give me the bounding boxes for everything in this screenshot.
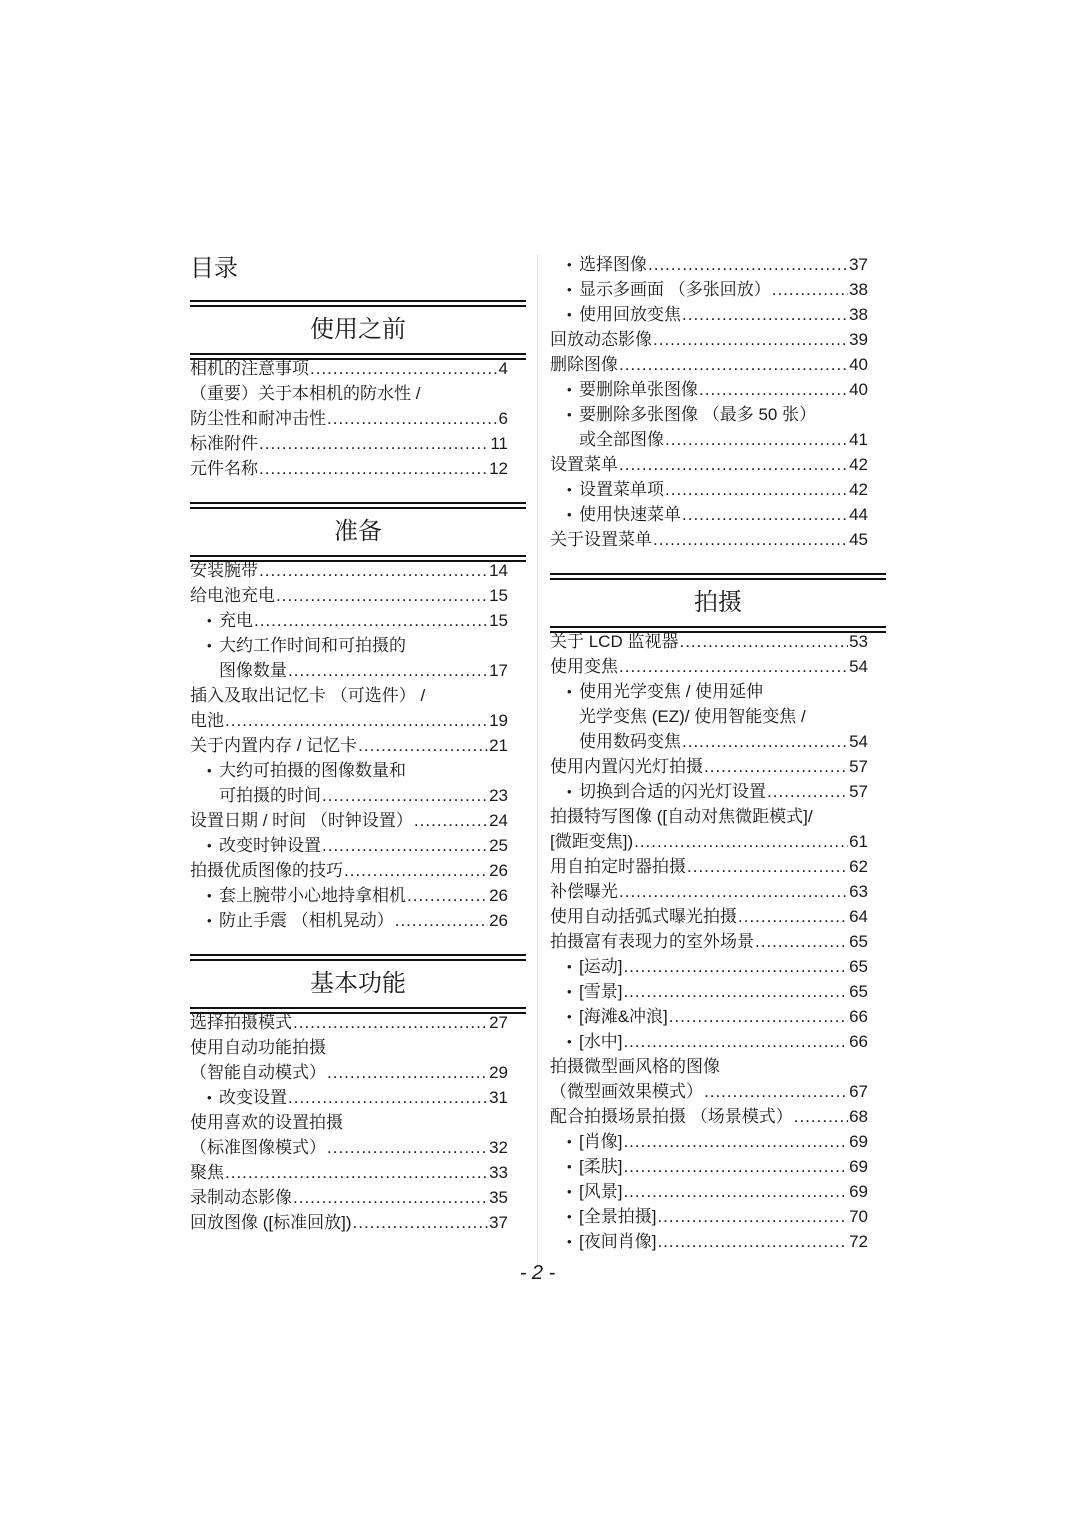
toc-entry-label: 显示多画面 （多张回放） xyxy=(579,280,771,299)
toc-page-number: 66 xyxy=(849,1007,868,1026)
toc-entry[interactable] xyxy=(550,629,868,654)
toc-entry-label: 使用回放变焦 xyxy=(579,305,681,324)
dot-leader xyxy=(259,431,489,456)
toc-page-number: 68 xyxy=(849,1107,868,1126)
toc-page-number: 41 xyxy=(849,430,868,449)
document-title: 目录 xyxy=(190,255,238,282)
dot-leader xyxy=(623,979,848,1004)
toc-entry[interactable] xyxy=(550,1179,868,1204)
toc-entry-label: 使用数码变焦 xyxy=(579,732,681,751)
section-rule xyxy=(550,573,886,580)
dot-leader xyxy=(288,658,488,683)
toc-entry[interactable] xyxy=(550,1029,868,1054)
dot-leader xyxy=(682,302,848,327)
toc-entry[interactable] xyxy=(550,502,868,527)
toc-entry[interactable] xyxy=(190,583,508,608)
toc-entry[interactable] xyxy=(550,527,868,552)
toc-page-number: 69 xyxy=(849,1157,868,1176)
toc-entry-label: 用自拍定时器拍摄 xyxy=(550,857,686,876)
toc-entry[interactable] xyxy=(550,1004,868,1029)
toc-entry[interactable] xyxy=(550,779,868,804)
dot-leader xyxy=(669,1004,848,1029)
dot-leader xyxy=(293,1185,488,1210)
dot-leader xyxy=(254,608,488,633)
toc-entry-label: 使用快速菜单 xyxy=(579,505,681,524)
bullet-icon: • xyxy=(207,613,212,628)
toc-page-number: 69 xyxy=(849,1182,868,1201)
toc-entry[interactable] xyxy=(550,327,868,352)
toc-page-number: 57 xyxy=(849,782,868,801)
toc-entry-label: [水中] xyxy=(579,1032,623,1051)
bullet-icon: • xyxy=(567,1009,572,1024)
toc-page-number: 54 xyxy=(849,732,868,751)
toc-page-number: 27 xyxy=(489,1013,508,1032)
dot-leader xyxy=(653,327,848,352)
toc-entry xyxy=(190,1110,508,1135)
toc-entry[interactable] xyxy=(550,929,868,954)
toc-page-number: 29 xyxy=(489,1063,508,1082)
column-divider xyxy=(537,255,538,1265)
toc-entry[interactable] xyxy=(550,1204,868,1229)
toc-entry-label: 使用喜欢的设置拍摄 xyxy=(190,1113,343,1132)
dot-leader xyxy=(699,377,848,402)
toc-entry-label: 防止手震 （相机晃动） xyxy=(219,911,394,930)
toc-entry[interactable] xyxy=(190,558,508,583)
toc-page-number: 6 xyxy=(498,409,508,428)
toc-entry[interactable] xyxy=(190,783,508,808)
toc-entry[interactable] xyxy=(190,1010,508,1035)
toc-page-number: 62 xyxy=(849,857,868,876)
toc-entry-label: 改变设置 xyxy=(219,1088,287,1107)
toc-page-number: 54 xyxy=(849,657,868,676)
bullet-icon: • xyxy=(567,784,572,799)
toc-entry xyxy=(550,704,868,729)
toc-entry-label: 元件名称 xyxy=(190,459,258,478)
toc-entry[interactable] xyxy=(190,406,508,431)
bullet-icon: • xyxy=(567,282,572,297)
toc-entry xyxy=(190,683,508,708)
dot-leader xyxy=(288,1085,488,1110)
toc-page-number: 4 xyxy=(498,359,508,378)
toc-entry[interactable] xyxy=(550,427,868,452)
toc-entry-label: 配合拍摄场景拍摄 （场景模式） xyxy=(550,1107,793,1126)
toc-entry[interactable] xyxy=(550,452,868,477)
toc-page-number: 40 xyxy=(849,355,868,374)
toc-page-number: 33 xyxy=(489,1163,508,1182)
toc-entry[interactable] xyxy=(550,754,868,779)
dot-leader xyxy=(772,277,848,302)
toc-entry-label: 回放动态影像 xyxy=(550,330,652,349)
dot-leader xyxy=(358,733,488,758)
toc-entry-label: 或全部图像 xyxy=(579,430,664,449)
toc-page-number: 39 xyxy=(849,330,868,349)
toc-entry[interactable] xyxy=(190,356,508,381)
toc-entry[interactable] xyxy=(550,854,868,879)
dot-leader xyxy=(259,456,488,481)
toc-entries xyxy=(190,558,508,933)
page-number: - 2 - xyxy=(519,1262,556,1284)
toc-page-number: 66 xyxy=(849,1032,868,1051)
bullet-icon: • xyxy=(567,1159,572,1174)
toc-entry[interactable] xyxy=(190,858,508,883)
toc-entry-label: 选择图像 xyxy=(579,255,647,274)
dot-leader xyxy=(623,954,848,979)
toc-page-number: 65 xyxy=(849,982,868,1001)
dot-leader xyxy=(682,729,848,754)
toc-entry-label: （智能自动模式） xyxy=(190,1063,326,1082)
toc-entry-label: 关于设置菜单 xyxy=(550,530,652,549)
toc-entry-label: 插入及取出记忆卡 （可选件） / xyxy=(190,686,426,705)
dot-leader xyxy=(648,252,848,277)
toc-entry[interactable] xyxy=(550,904,868,929)
dot-leader xyxy=(665,477,848,502)
bullet-icon: • xyxy=(567,307,572,322)
toc-entry-label: 使用自动括弧式曝光拍摄 xyxy=(550,907,737,926)
toc-page-number: 14 xyxy=(489,561,508,580)
dot-leader xyxy=(276,583,488,608)
toc-entry-label: 回放图像 ([标准回放]) xyxy=(190,1213,352,1232)
toc-entry-label: [海滩&冲浪] xyxy=(579,1007,668,1026)
dot-leader xyxy=(665,427,848,452)
toc-page-number: 63 xyxy=(849,882,868,901)
bullet-icon: • xyxy=(567,407,572,422)
toc-entry-label: 使用内置闪光灯拍摄 xyxy=(550,757,703,776)
toc-entry-label: 标准附件 xyxy=(190,434,258,453)
section-rule xyxy=(190,300,526,307)
dot-leader xyxy=(619,352,848,377)
section-heading: 使用之前 xyxy=(310,316,406,343)
toc-page-number: 64 xyxy=(849,907,868,926)
toc-page-number: 26 xyxy=(489,911,508,930)
toc-entries xyxy=(190,356,508,481)
toc-entry-label: 套上腕带小心地持拿相机 xyxy=(219,886,406,905)
bullet-icon: • xyxy=(207,913,212,928)
toc-page-number: 53 xyxy=(849,632,868,651)
toc-entry-label: 使用变焦 xyxy=(550,657,618,676)
toc-entry[interactable] xyxy=(550,1104,868,1129)
section-heading: 基本功能 xyxy=(310,970,406,997)
toc-entry[interactable] xyxy=(550,729,868,754)
dot-leader xyxy=(407,883,488,908)
dot-leader xyxy=(767,779,848,804)
bullet-icon: • xyxy=(207,1090,212,1105)
toc-page-number: 65 xyxy=(849,932,868,951)
toc-entry-label: 要删除单张图像 xyxy=(579,380,698,399)
toc-entry[interactable] xyxy=(550,1154,868,1179)
toc-entry-label: 选择拍摄模式 xyxy=(190,1013,292,1032)
toc-entry-label: 拍摄富有表现力的室外场景 xyxy=(550,932,754,951)
toc-entry-label: [微距变焦]) xyxy=(550,832,634,851)
toc-page-number: 35 xyxy=(489,1188,508,1207)
dot-leader xyxy=(738,904,848,929)
dot-leader xyxy=(634,829,848,854)
dot-leader xyxy=(395,908,488,933)
toc-entry[interactable] xyxy=(190,808,508,833)
dot-leader xyxy=(225,1160,488,1185)
dot-leader xyxy=(353,1210,489,1235)
dot-leader xyxy=(623,1029,848,1054)
toc-entries xyxy=(190,1010,508,1235)
toc-page-number: 70 xyxy=(849,1207,868,1226)
toc-entry[interactable] xyxy=(550,1079,868,1104)
toc-entries xyxy=(550,629,868,1254)
dot-leader xyxy=(344,858,488,883)
toc-entry-label: 电池 xyxy=(190,711,224,730)
toc-entry-label: 拍摄特写图像 ([自动对焦微距模式]/ xyxy=(550,807,813,826)
toc-entry[interactable] xyxy=(190,1085,508,1110)
toc-entry[interactable] xyxy=(550,1229,868,1254)
toc-page-number: 24 xyxy=(489,811,508,830)
toc-entry-label: 拍摄优质图像的技巧 xyxy=(190,861,343,880)
toc-entry-label: [肖像] xyxy=(579,1132,623,1151)
toc-page-number: 38 xyxy=(849,305,868,324)
dot-leader xyxy=(310,356,498,381)
dot-leader xyxy=(619,654,848,679)
toc-entry[interactable] xyxy=(550,829,868,854)
toc-entry[interactable] xyxy=(190,1160,508,1185)
toc-entry[interactable] xyxy=(550,252,868,277)
toc-entry[interactable] xyxy=(550,377,868,402)
bullet-icon: • xyxy=(207,838,212,853)
bullet-icon: • xyxy=(207,888,212,903)
toc-entry[interactable] xyxy=(190,833,508,858)
toc-left-column xyxy=(190,255,526,1235)
bullet-icon: • xyxy=(567,1134,572,1149)
toc-page-number: 15 xyxy=(489,586,508,605)
dot-leader xyxy=(794,1104,848,1129)
toc-page-number: 38 xyxy=(849,280,868,299)
toc-entry xyxy=(550,1054,868,1079)
toc-entry-label: 删除图像 xyxy=(550,355,618,374)
toc-entry-label: 使用自动功能拍摄 xyxy=(190,1038,326,1057)
bullet-icon: • xyxy=(207,763,212,778)
toc-entry[interactable] xyxy=(550,277,868,302)
toc-page-number: 19 xyxy=(489,711,508,730)
toc-entry-label: 关于内置内存 / 记忆卡 xyxy=(190,736,358,755)
toc-entry xyxy=(550,804,868,829)
toc-entry[interactable] xyxy=(190,1210,508,1235)
toc-entry xyxy=(190,633,508,658)
section-rule xyxy=(190,502,526,509)
dot-leader xyxy=(623,1179,848,1204)
section-heading: 拍摄 xyxy=(694,589,742,616)
section-rule xyxy=(190,954,526,961)
toc-page-number: 26 xyxy=(489,861,508,880)
toc-page-number: 67 xyxy=(849,1082,868,1101)
toc-page-number: 37 xyxy=(489,1213,508,1232)
toc-entry-label: 设置菜单项 xyxy=(579,480,664,499)
dot-leader xyxy=(293,1010,488,1035)
toc-entries xyxy=(550,252,868,552)
toc-entry[interactable] xyxy=(550,352,868,377)
toc-entry[interactable] xyxy=(550,477,868,502)
bullet-icon: • xyxy=(567,482,572,497)
toc-entry-label: 大约可拍摄的图像数量和 xyxy=(219,761,406,780)
dot-leader xyxy=(327,1135,488,1160)
toc-page-number: 40 xyxy=(849,380,868,399)
toc-entry-label: （微型画效果模式） xyxy=(550,1082,703,1101)
toc-page-number: 21 xyxy=(489,736,508,755)
toc-page-number: 45 xyxy=(849,530,868,549)
bullet-icon: • xyxy=(207,638,212,653)
toc-entry xyxy=(550,679,868,704)
toc-entry-label: 安装腕带 xyxy=(190,561,258,580)
toc-page-number: 11 xyxy=(490,434,508,453)
toc-entry-label: 使用光学变焦 / 使用延伸 xyxy=(579,682,764,701)
dot-leader xyxy=(704,1079,848,1104)
toc-entry-label: 切换到合适的闪光灯设置 xyxy=(579,782,766,801)
dot-leader xyxy=(259,558,488,583)
toc-entry-label: 防尘性和耐冲击性 xyxy=(190,409,326,428)
toc-entry[interactable] xyxy=(190,1135,508,1160)
toc-page-number: 65 xyxy=(849,957,868,976)
dot-leader xyxy=(704,754,848,779)
toc-entry[interactable] xyxy=(190,456,508,481)
toc-entry-label: 要删除多张图像 （最多 50 张） xyxy=(579,405,817,424)
toc-page-number: 69 xyxy=(849,1132,868,1151)
dot-leader xyxy=(322,783,488,808)
toc-entry-label: [全景拍摄] xyxy=(579,1207,657,1226)
toc-entry-label: 改变时钟设置 xyxy=(219,836,321,855)
dot-leader xyxy=(679,629,848,654)
toc-page-number: 17 xyxy=(489,661,508,680)
toc-entry[interactable] xyxy=(190,883,508,908)
dot-leader xyxy=(623,1129,848,1154)
toc-entry xyxy=(190,381,508,406)
dot-leader xyxy=(619,452,848,477)
toc-page-number: 72 xyxy=(849,1232,868,1251)
dot-leader xyxy=(657,1229,848,1254)
bullet-icon: • xyxy=(567,959,572,974)
toc-entry[interactable] xyxy=(550,1129,868,1154)
toc-entry-label: [夜间肖像] xyxy=(579,1232,657,1251)
toc-page-number: 42 xyxy=(849,480,868,499)
dot-leader xyxy=(682,502,848,527)
bullet-icon: • xyxy=(567,984,572,999)
dot-leader xyxy=(414,808,488,833)
toc-entry-label: （重要）关于本相机的防水性 / xyxy=(190,384,421,403)
toc-entry-label: 光学变焦 (EZ)/ 使用智能变焦 / xyxy=(579,707,806,726)
toc-entry[interactable] xyxy=(550,654,868,679)
toc-entry[interactable] xyxy=(190,708,508,733)
toc-entry[interactable] xyxy=(190,1060,508,1085)
bullet-icon: • xyxy=(567,1184,572,1199)
toc-entry-label: （标准图像模式） xyxy=(190,1138,326,1157)
toc-entry[interactable] xyxy=(190,658,508,683)
toc-page-number: 44 xyxy=(849,505,868,524)
dot-leader xyxy=(619,879,848,904)
toc-entry xyxy=(550,402,868,427)
dot-leader xyxy=(657,1204,848,1229)
toc-entry[interactable] xyxy=(190,1185,508,1210)
toc-entry-label: 拍摄微型画风格的图像 xyxy=(550,1057,720,1076)
toc-entry-label: 设置菜单 xyxy=(550,455,618,474)
toc-entry-label: 图像数量 xyxy=(219,661,287,680)
bullet-icon: • xyxy=(567,1034,572,1049)
toc-entry[interactable] xyxy=(190,908,508,933)
bullet-icon: • xyxy=(567,684,572,699)
toc-entry-label: 设置日期 / 时间 （时钟设置） xyxy=(190,811,413,830)
toc-entry[interactable] xyxy=(190,431,508,456)
toc-entry-label: 大约工作时间和可拍摄的 xyxy=(219,636,406,655)
toc-entry[interactable] xyxy=(550,979,868,1004)
toc-entry-label: 充电 xyxy=(219,611,253,630)
toc-entry-label: 给电池充电 xyxy=(190,586,275,605)
toc-page-number: 25 xyxy=(489,836,508,855)
toc-entry xyxy=(190,1035,508,1060)
toc-entry-label: [风景] xyxy=(579,1182,623,1201)
bullet-icon: • xyxy=(567,257,572,272)
bullet-icon: • xyxy=(567,1209,572,1224)
toc-entry-label: [运动] xyxy=(579,957,623,976)
toc-page-number: 12 xyxy=(489,459,508,478)
toc-entry-label: [柔肤] xyxy=(579,1157,623,1176)
toc-page-number: 32 xyxy=(489,1138,508,1157)
dot-leader xyxy=(687,854,848,879)
toc-entry-label: 相机的注意事项 xyxy=(190,359,309,378)
toc-page-number: 23 xyxy=(489,786,508,805)
toc-entry[interactable] xyxy=(550,302,868,327)
toc-entry-label: [雪景] xyxy=(579,982,623,1001)
dot-leader xyxy=(327,1060,488,1085)
toc-entry-label: 录制动态影像 xyxy=(190,1188,292,1207)
toc-page-number: 31 xyxy=(489,1088,508,1107)
toc-entry-label: 关于 LCD 监视器 xyxy=(550,632,679,651)
dot-leader xyxy=(225,708,488,733)
toc-entry-label: 聚焦 xyxy=(190,1163,224,1182)
toc-entry xyxy=(190,758,508,783)
toc-right-column xyxy=(550,252,886,1254)
toc-entry-label: 可拍摄的时间 xyxy=(219,786,321,805)
dot-leader xyxy=(322,833,488,858)
toc-page-number: 42 xyxy=(849,455,868,474)
toc-entry[interactable] xyxy=(550,879,868,904)
dot-leader xyxy=(653,527,848,552)
bullet-icon: • xyxy=(567,507,572,522)
toc-entry[interactable] xyxy=(190,733,508,758)
toc-entry[interactable] xyxy=(190,608,508,633)
dot-leader xyxy=(623,1154,848,1179)
toc-entry-label: 补偿曝光 xyxy=(550,882,618,901)
toc-page-number: 15 xyxy=(489,611,508,630)
toc-entry[interactable] xyxy=(550,954,868,979)
bullet-icon: • xyxy=(567,1234,572,1249)
toc-page-number: 61 xyxy=(849,832,868,851)
dot-leader xyxy=(327,406,498,431)
section-heading: 准备 xyxy=(334,518,382,545)
bullet-icon: • xyxy=(567,382,572,397)
toc-page-number: 57 xyxy=(849,757,868,776)
toc-page-number: 26 xyxy=(489,886,508,905)
toc-page-number: 37 xyxy=(849,255,868,274)
dot-leader xyxy=(755,929,848,954)
